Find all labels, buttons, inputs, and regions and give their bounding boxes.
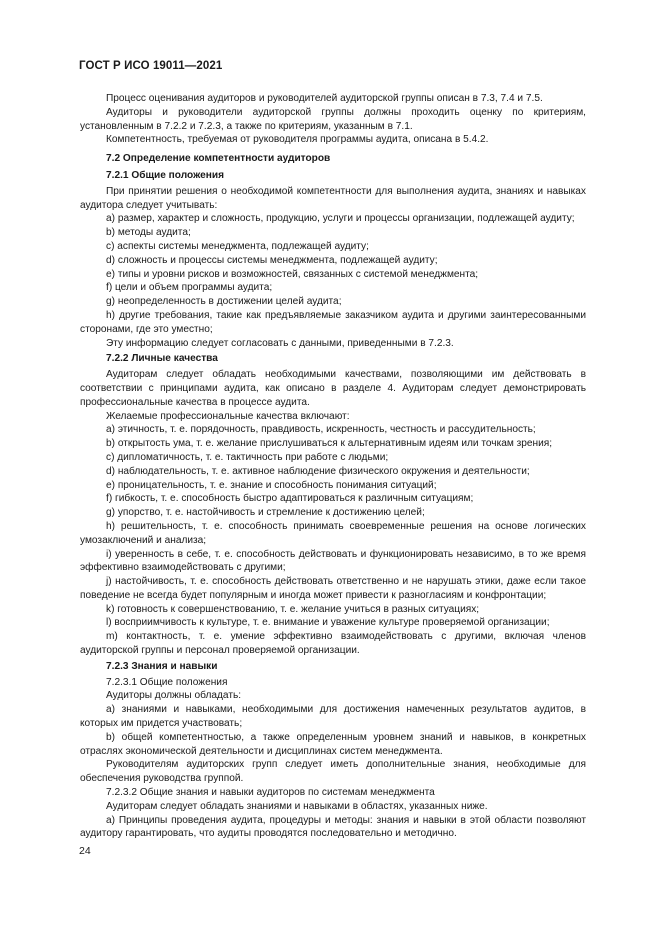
list-item: а) этичность, т. е. порядочность, правдивость, искренность, честность и рассудительность; [106,424,536,436]
list-item: h) решительность, т. е. способность принимать своевременные решения на основе логических умозаключений и анализа; [80,520,586,546]
page-header-standard-title: ГОСТ Р ИСО 19011—2021 [79,60,223,72]
list-item: i) уверенность в себе, т. е. способность действовать и функционировать независимо, в то же время эффективно взаимодействовать с другими; [80,548,586,574]
section-heading-7-2: 7.2 Определение компетентности аудиторов [106,153,331,165]
page-number: 24 [79,845,91,857]
paragraph: Компетентность, требуемая от руководителя программы аудита, описана в 5.4.2. [106,134,489,146]
paragraph: Аудиторам следует обладать необходимыми качествами, позволяющими им действовать в соответствии с принципами аудита, как описано в разделе 4. Аудиторам следует демонстрировать профессиональные качества в процессе аудита. [80,369,586,408]
list-item: j) настойчивость, т. е. способность действовать ответственно и не нарушать этики, даже если такое поведение не всегда будет популярным и иногда может привести к разногласиям и конфронтации; [80,576,586,601]
document-body [80,92,586,841]
subsection-heading-7-2-3: 7.2.3 Знания и навыки [106,660,218,672]
list-item: d) сложность и процессы системы менеджмента, подлежащей аудиту; [106,254,438,266]
clause-heading-7-2-3-1: 7.2.3.1 Общие положения [106,676,228,688]
list-item: b) методы аудита; [106,227,191,239]
list-item: а) размер, характер и сложность, продукцию, услуги и процессы организации, подлежащей аудиту; [106,213,575,225]
list-item: c) дипломатичность, т. е. тактичность при работе с людьми; [106,451,389,463]
paragraph: Аудиторам следует обладать знаниями и навыками в областях, указанных ниже. [106,800,488,812]
paragraph: Процесс оценивания аудиторов и руководителей аудиторской группы описан в 7.3, 7.4 и 7.5. [106,93,543,104]
list-item: f) гибкость, т. е. способность быстро адаптироваться к различным ситуациям; [106,493,474,505]
list-item: l) восприимчивость к культуре, т. е. внимание и уважение культуре проверяемой организации; [106,617,550,629]
list-item: b) общей компетентностью, а также определенным уровнем знаний и навыков, в конкретных отраслях экономической деятельности и дисциплинах систем менеджмента. [80,731,586,757]
list-item: h) другие требования, такие как предъявляемые заказчиком аудита и другими заинтересованными сторонами, где это уместно; [80,309,586,335]
paragraph: Желаемые профессиональные качества включают: [106,410,350,422]
subsection-heading-7-2-2: 7.2.2 Личные качества [106,353,218,365]
list-item: c) аспекты системы менеджмента, подлежащей аудиту; [106,240,369,252]
list-item: d) наблюдательность, т. е. активное наблюдение физического окружения и деятельности; [106,465,530,477]
list-item: g) неопределенность в достижении целей аудита; [106,296,342,308]
list-item: а) знаниями и навыками, необходимыми для достижения намеченных результатов аудитов, в которых им придется участвовать; [80,704,586,730]
clause-heading-7-2-3-2: 7.2.3.2 Общие знания и навыки аудиторов по системам менеджмента [106,787,435,799]
list-item: f) цели и объем программы аудита; [106,282,273,294]
list-item: e) типы и уровни рисков и возможностей, связанных с системой менеджмента; [106,268,479,280]
paragraph: а) Принципы проведения аудита, процедуры и методы: знания и навыки в этой области позволяют аудитору гарантировать, что аудиты проводятся последовательно и методично. [80,814,586,840]
list-item: e) проницательность, т. е. знание и способность понимания ситуаций; [106,479,437,491]
paragraph: Эту информацию следует согласовать с данными, приведенными в 7.2.3. [106,337,454,349]
list-item: g) упорство, т. е. настойчивость и стремление к достижению целей; [106,507,425,519]
list-item: b) открытость ума, т. е. желание прислушиваться к альтернативным идеям или точкам зрения; [106,438,553,450]
subsection-heading-7-2-1: 7.2.1 Общие положения [106,169,224,181]
paragraph: Аудиторы и руководители аудиторской группы должны проходить оценку по критериям, установленным в 7.2.2 и 7.2.3, а также по критериям, указанным в 7.1. [80,106,586,132]
paragraph: Аудиторы должны обладать: [106,690,242,702]
list-item: k) готовность к совершенствованию, т. е. желание учиться в разных ситуациях; [106,603,480,615]
paragraph: При принятии решения о необходимой компетентности для выполнения аудита, знаниях и навыках аудитора следует учитывать: [80,185,586,211]
list-item: m) контактность, т. е. умение эффективно взаимодействовать с другими, включая членов аудиторской группы и персонал проверяемой организации. [80,631,586,657]
paragraph: Руководителям аудиторских групп следует иметь дополнительные знания, необходимые для обеспечения руководства группой. [80,759,586,785]
